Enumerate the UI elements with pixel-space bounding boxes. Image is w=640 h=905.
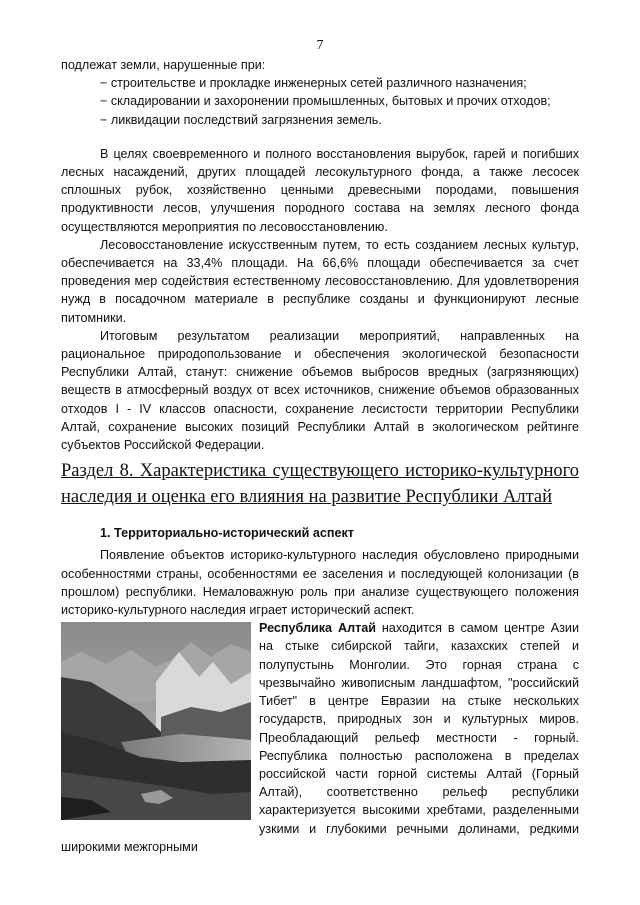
dash-item: − складировании и захоронении промышленных, бытовых и прочих отходов; [100,94,551,109]
intro-line: подлежат земли, нарушенные при: [61,58,266,72]
page-number: 7 [316,38,324,53]
mountain-landscape-image [61,622,251,820]
dash-item: − ликвидации последствий загрязнения земель. [100,112,382,127]
section-title: Раздел 8. Характеристика существующего историко-культурного наследия и оценка его влияния на развитие Республики Алтай [61,461,579,508]
altai-landscape-photo [61,622,251,820]
altai-lead: Республика Алтай [259,621,376,636]
altai-text: находится в самом центре Азии на стыке сибирской тайги, казахских степей и полупустынь Монголии. Это горная страна с чрезвычайно живописным ландшафтом, "российский Тибет" в центре Евразии на стыке нескольких государств, природных зон и культурных миров. Преобладающий рельеф местности - горный. Республика полностью расположена в пределах российской части горной системы Алтай (Горный Алтай), соответственно рельеф республики характеризуется высокими хребтами, разделенными узкими и глубокими речными долинами, редкими широкими межгорными [61,621,579,854]
dash-item: − строительстве и прокладке инженерных сетей различного назначения; [100,76,527,91]
paragraph-reforestation: В целях своевременного и полного восстановления вырубок, гарей и погибших лесных насаждений, других площадей лесокультурного фонда, а также лесосек сплошных рубок, хозяйственно ценными древесными породами, повышения продуктивности лесов, улучшения породного состава на землях лесного фонда осуществляются мероприятия по лесовосстановлению. [61,146,579,234]
paragraph-forest-cultures: Лесовосстановление искусственным путем, то есть созданием лесных культур, обеспечивается на 33,4% площади. На 66,6% площади обеспечивается за счет проведения мер содействия естественному лесовосстановлению. Для удовлетворения нужд в посадочном материале в республике созданы и функционируют лесные питомники. [61,237,579,325]
subheading: 1. Территориально-исторический аспект [100,526,354,541]
section-paragraph: Появление объектов историко-культурного наследия обусловлено природными особенностями страны, особенностями ее заселения и последующей колонизации (в прошлом) республики. Немаловажную роль при анализе существующего положения историко-культурного наследия играет исторический аспект. [61,548,579,618]
page-body [61,56,579,856]
spacer [61,129,579,145]
paragraph-results: Итоговым результатом реализации мероприятий, направленных на рациональное природопользование и обеспечения экологической безопасности Республики Алтай, станут: снижение объемов выбросов вредных (загрязняющих) веществ в атмосферный воздух от всех источников, снижение объемов образованных отходов I - IV классов опасности, сохранение лесистости территории Республики Алтай, сохранение высоких позиций Республики Алтай в экологическом рейтинге субъектов Российской Федерации. [61,328,579,453]
